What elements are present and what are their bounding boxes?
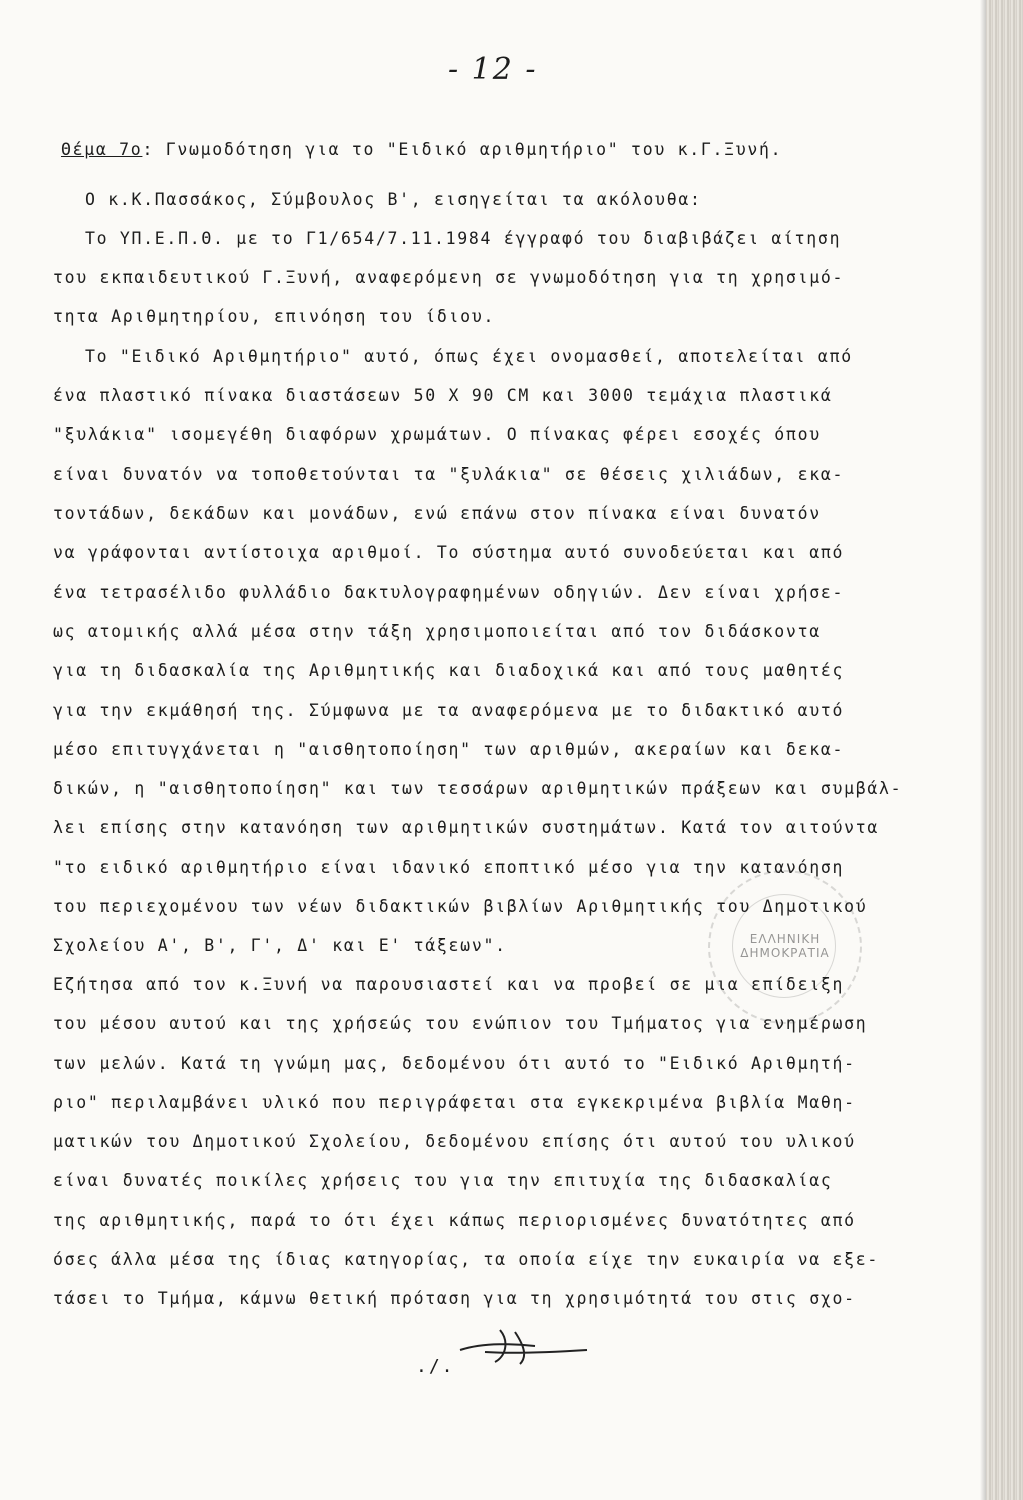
text-line: ριο" περιλαμβάνει υλικό που περιγράφεται στα εγκεκριμένα βιβλία Μαθη- — [53, 1093, 856, 1112]
text-line: "το ειδικό αριθμητήριο είναι ιδανικό εποπτικό μέσο για την κατανόηση — [53, 858, 845, 877]
official-stamp — [708, 870, 862, 1024]
text-line: Το ΥΠ.Ε.Π.Θ. με το Γ1/654/7.11.1984 έγγραφό του διαβιβάζει αίτηση — [85, 229, 842, 248]
text-line: για την εκμάθησή της. Σύμφωνα με τα αναφερόμενα με το διδακτικό αυτό — [53, 701, 845, 720]
text-line: ως ατομικής αλλά μέσα στην τάξη χρησιμοποιείται από τον διδάσκοντα — [53, 622, 821, 641]
text-line: να γράφονται αντίστοιχα αριθμοί. Το σύστημα αυτό συνοδεύεται και από — [53, 543, 845, 562]
text-line: Εζήτησα από τον κ.Ξυνή να παρουσιαστεί και να προβεί σε μια επίδειξη — [53, 975, 845, 994]
text-line: είναι δυνατές ποικίλες χρήσεις του για την επιτυχία της διδασκαλίας — [53, 1171, 833, 1190]
book-edge — [986, 0, 1023, 1500]
text-line: του μέσου αυτού και της χρήσεώς του ενώπιον του Τμήματος για ενημέρωση — [53, 1014, 868, 1033]
text-line: τοντάδων, δεκάδων και μονάδων, ενώ επάνω στον πίνακα είναι δυνατόν — [53, 504, 821, 523]
signature — [455, 1322, 595, 1372]
text-line: λει επίσης στην κατανόηση των αριθμητικών συστημάτων. Κατά τον αιτούντα — [53, 818, 880, 837]
continuation-mark: ./. — [416, 1356, 455, 1377]
text-line: δικών, η "αισθητοποίηση" και των τεσσάρων αριθμητικών πράξεων και συμβάλ- — [53, 779, 903, 798]
text-line: τητα Αριθμητηρίου, επινόηση του ίδιου. — [53, 307, 496, 326]
text-line: μέσο επιτυγχάνεται η "αισθητοποίηση" των αριθμών, ακεραίων και δεκα- — [53, 740, 845, 759]
text-line: όσες άλλα μέσα της ίδιας κατηγορίας, τα οποία είχε την ευκαιρία να εξε- — [53, 1250, 880, 1269]
text-line: Σχολείου Α', Β', Γ', Δ' και Ε' τάξεων". — [53, 936, 507, 955]
text-line: του περιεχομένου των νέων διδακτικών βιβλίων Αριθμητικής του Δημοτικού — [53, 897, 868, 916]
text-line: τάσει το Τμήμα, κάμνω θετική πρόταση για τη χρησιμότητά του στις σχο- — [53, 1289, 856, 1308]
text-line: του εκπαιδευτικού Γ.Ξυνή, αναφερόμενη σε γνωμοδότηση για τη χρησιμό- — [53, 268, 845, 287]
text-line: Το "Ειδικό Αριθμητήριο" αυτό, όπως έχει ονομασθεί, αποτελείται από — [85, 347, 853, 366]
page-number: - 12 - — [448, 52, 538, 87]
stamp-text: ΕΛΛΗΝΙΚΗ ΔΗΜΟΚΡΑΤΙΑ — [740, 932, 830, 960]
text-line: είναι δυνατόν να τοποθετούνται τα "ξυλάκια" σε θέσεις χιλιάδων, εκα- — [53, 465, 845, 484]
text-line: ένα τετρασέλιδο φυλλάδιο δακτυλογραφημένων οδηγιών. Δεν είναι χρήσε- — [53, 583, 845, 602]
text-line: των μελών. Κατά τη γνώμη μας, δεδομένου ότι αυτό το "Ειδικό Αριθμητή- — [53, 1054, 856, 1073]
text-line: ένα πλαστικό πίνακα διαστάσεων 50 Χ 90 CM και 3000 τεμάχια πλαστικά — [53, 386, 833, 405]
text-line: "ξυλάκια" ισομεγέθη διαφόρων χρωμάτων. Ο πίνακας φέρει εσοχές όπου — [53, 425, 821, 444]
text-line: της αριθμητικής, παρά το ότι έχει κάπως περιορισμένες δυνατότητες από — [53, 1211, 856, 1230]
topic-heading: Θέμα 7ο: Γνωμοδότηση για το "Ειδικό αριθμητήριο" του κ.Γ.Ξυνή. — [61, 140, 783, 159]
text-line: Ο κ.Κ.Πασσάκος, Σύμβουλος Β', εισηγείται τα ακόλουθα: — [85, 190, 702, 209]
text-line: για τη διδασκαλία της Αριθμητικής και διαδοχικά και από τους μαθητές — [53, 661, 845, 680]
topic-label: Θέμα 7ο — [61, 140, 143, 159]
text-line: ματικών του Δημοτικού Σχολείου, δεδομένου επίσης ότι αυτού του υλικού — [53, 1132, 856, 1151]
